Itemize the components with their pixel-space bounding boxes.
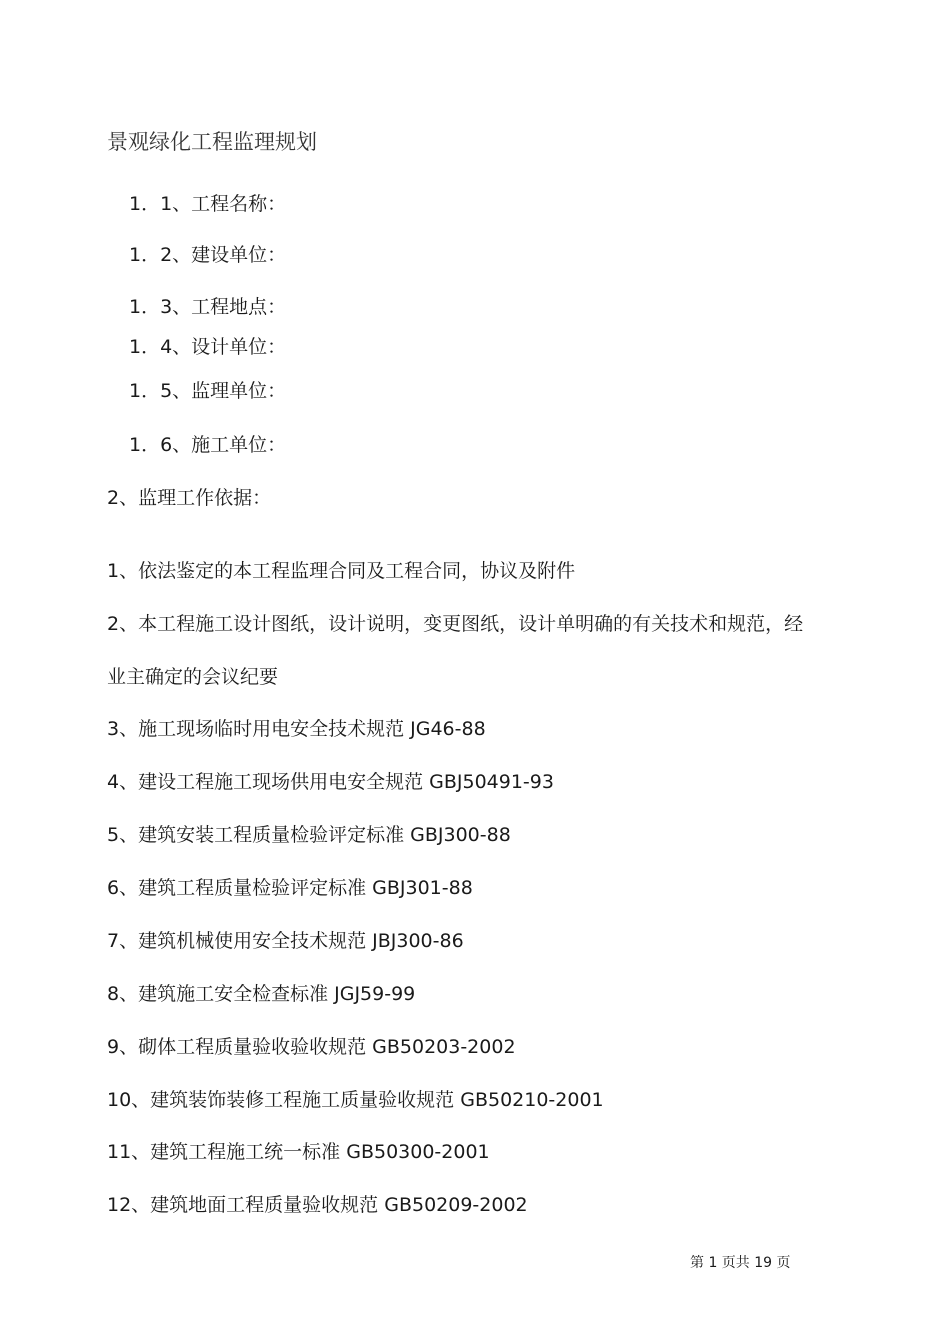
document-title: 景观绿化工程监理规划 [107, 130, 317, 154]
basis-item: 3、施工现场临时用电安全技术规范 JG46-88 [107, 718, 486, 740]
section-heading: 2、监理工作依据： [107, 487, 272, 509]
item-construction-owner: 1．2、建设单位： [129, 244, 287, 266]
basis-item: 5、建筑安装工程质量检验评定标准 GBJ300-88 [107, 824, 511, 846]
item-project-name: 1．1、工程名称： [129, 193, 287, 215]
page-number-footer: 第 1 页共 19 页 [690, 1255, 791, 1271]
basis-item: 2、本工程施工设计图纸，设计说明，变更图纸，设计单明确的有关技术和规范，经 [107, 613, 804, 635]
basis-item: 4、建设工程施工现场供用电安全规范 GBJ50491-93 [107, 771, 554, 793]
basis-item: 12、建筑地面工程质量验收规范 GB50209-2002 [107, 1194, 528, 1216]
item-design-unit: 1．4、设计单位： [129, 336, 287, 358]
basis-item: 8、建筑施工安全检查标准 JGJ59-99 [107, 983, 416, 1005]
basis-item: 9、砌体工程质量验收验收规范 GB50203-2002 [107, 1036, 516, 1058]
basis-item-continuation: 业主确定的会议纪要 [107, 666, 279, 688]
item-construction-unit: 1．6、施工单位： [129, 434, 287, 456]
basis-item: 7、建筑机械使用安全技术规范 JBJ300-86 [107, 930, 464, 952]
basis-item: 10、建筑装饰装修工程施工质量验收规范 GB50210-2001 [107, 1089, 604, 1111]
basis-item: 11、建筑工程施工统一标准 GB50300-2001 [107, 1141, 490, 1163]
item-project-location: 1．3、工程地点： [129, 296, 287, 318]
basis-item: 1、依法鉴定的本工程监理合同及工程合同，协议及附件 [107, 560, 576, 582]
basis-item: 6、建筑工程质量检验评定标准 GBJ301-88 [107, 877, 473, 899]
item-supervision-unit: 1．5、监理单位： [129, 380, 287, 402]
